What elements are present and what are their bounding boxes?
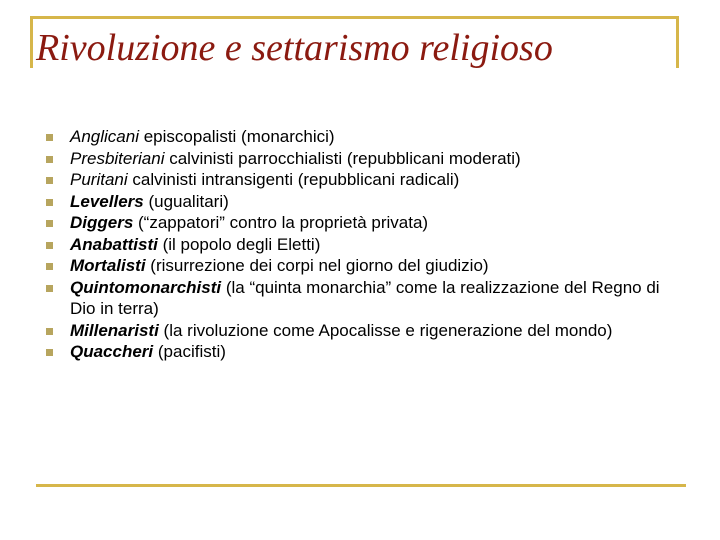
item-term: Levellers (70, 191, 144, 211)
list-item (46, 255, 686, 277)
item-description: (risurrezione dei corpi nel giorno del giudizio) (145, 256, 489, 275)
item-term: Presbiteriani (70, 148, 165, 168)
item-description: (ugualitari) (143, 191, 229, 211)
list-item (46, 320, 686, 342)
item-term: Mortalisti (70, 256, 146, 275)
list-item (46, 169, 686, 191)
list-item (46, 191, 686, 213)
list-item (46, 234, 686, 256)
item-term: Diggers (70, 213, 134, 232)
list-item (46, 212, 686, 234)
item-description: (la rivoluzione come Apocalisse e rigenerazione del mondo) (158, 320, 613, 340)
square-bullet-icon (46, 349, 53, 356)
square-bullet-icon (46, 156, 53, 163)
item-description: (pacifisti) (153, 342, 226, 361)
title-frame-right-line (676, 16, 679, 68)
square-bullet-icon (46, 134, 53, 141)
square-bullet-icon (46, 328, 53, 335)
item-term: Anglicani (70, 127, 139, 146)
square-bullet-icon (46, 242, 53, 249)
square-bullet-icon (46, 263, 53, 270)
square-bullet-icon (46, 177, 53, 184)
item-term: Anabattisti (70, 234, 158, 254)
item-description: (la “quinta monarchia” come la realizzazione del Regno di Dio in terra) (70, 277, 660, 318)
item-term: Quaccheri (70, 342, 154, 361)
title-frame-top-line (30, 16, 678, 19)
list-item (46, 126, 686, 148)
bottom-divider (36, 484, 686, 487)
bullet-list (46, 126, 686, 363)
list-item (46, 277, 686, 320)
item-description: calvinisti intransigenti (repubblicani radicali) (127, 170, 460, 189)
item-term: Quintomonarchisti (70, 277, 222, 297)
item-description: episcopalisti (monarchici) (139, 127, 335, 146)
item-term: Millenaristi (70, 320, 159, 340)
title-frame-left-line (30, 16, 33, 68)
list-item (46, 148, 686, 170)
square-bullet-icon (46, 285, 53, 292)
square-bullet-icon (46, 220, 53, 227)
item-description: (“zappatori” contro la proprietà privata) (133, 213, 429, 232)
item-description: (il popolo degli Eletti) (157, 234, 321, 254)
list-item (46, 341, 686, 363)
slide-title: Rivoluzione e settarismo religioso (36, 27, 553, 69)
item-description: calvinisti parrocchialisti (repubblicani moderati) (164, 148, 521, 168)
item-term: Puritani (70, 170, 128, 189)
square-bullet-icon (46, 199, 53, 206)
